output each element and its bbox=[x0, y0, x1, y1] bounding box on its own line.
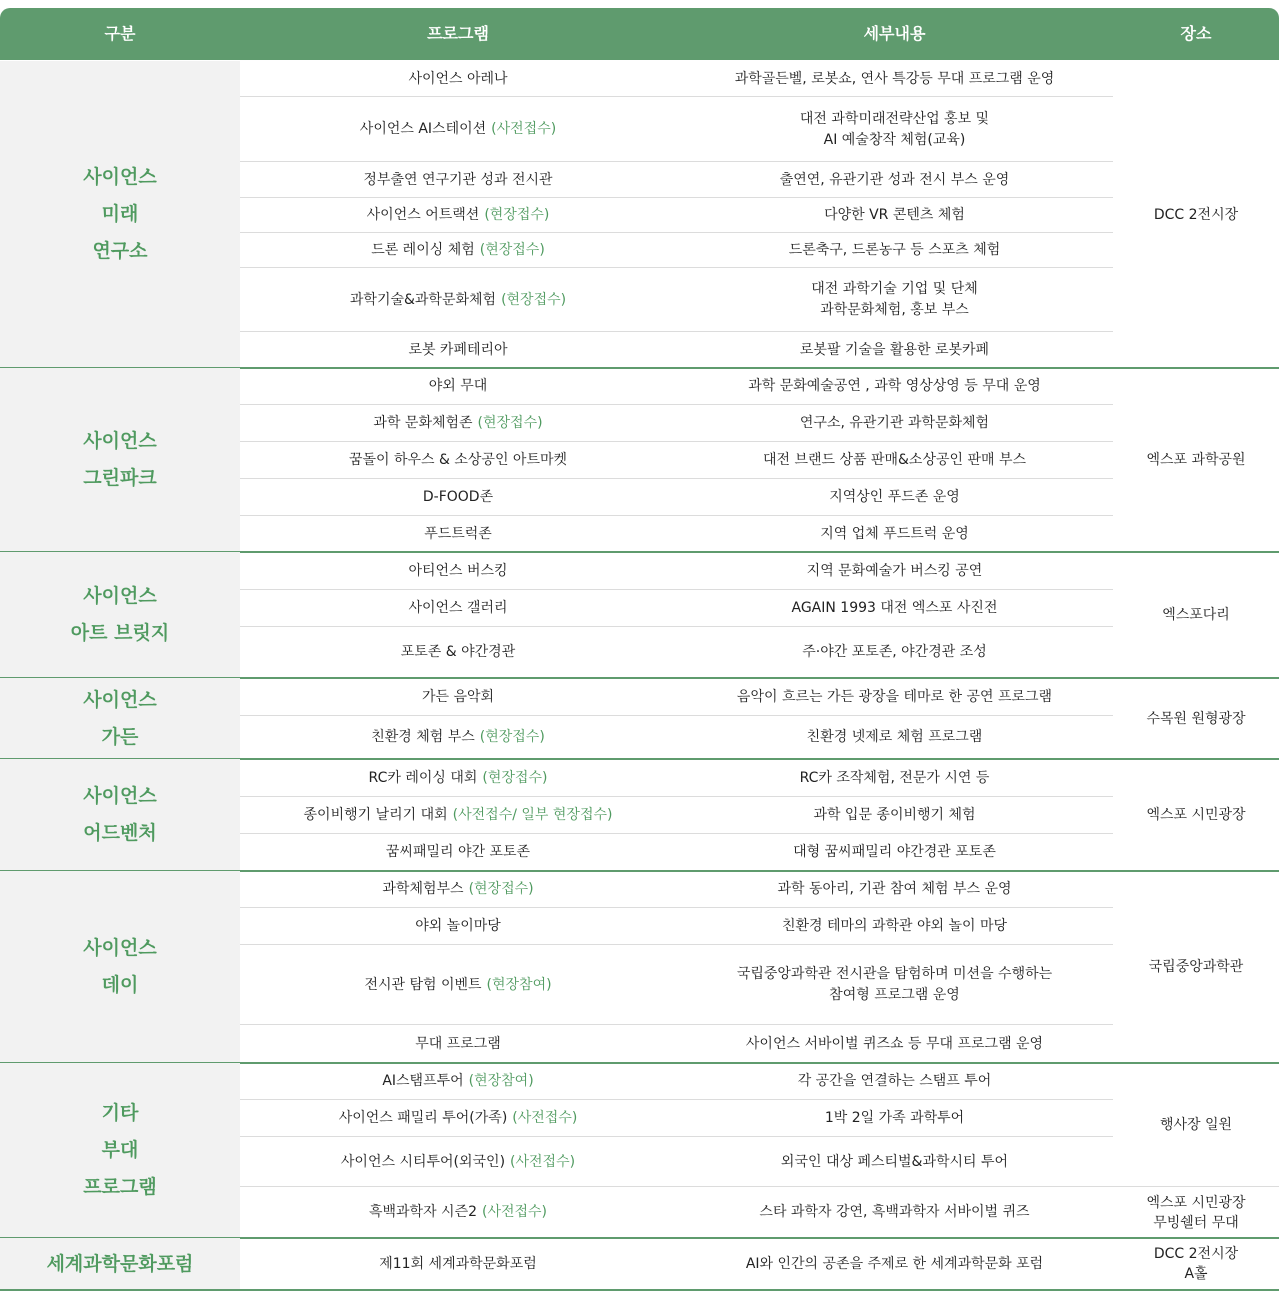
category-cell bbox=[0, 871, 240, 1063]
program-name: 야외 무대 bbox=[428, 378, 488, 394]
program-cell bbox=[240, 233, 676, 268]
program-cell bbox=[240, 368, 676, 405]
program-cell bbox=[240, 590, 676, 627]
program-cell bbox=[240, 871, 676, 908]
detail-cell bbox=[676, 797, 1113, 834]
detail-text: 외국인 대상 페스티벌&과학시티 투어 bbox=[780, 1153, 1009, 1170]
registration-tag: (현장참여) bbox=[486, 976, 552, 993]
detail-text: 드론축구, 드론농구 등 스포츠 체험 bbox=[788, 242, 1001, 258]
detail-cell bbox=[676, 1238, 1113, 1290]
detail-cell bbox=[676, 368, 1113, 405]
detail-text: 다양한 VR 콘텐츠 체험 bbox=[824, 207, 965, 223]
location-cell: 행사장 일원 bbox=[1159, 1117, 1233, 1133]
detail-cell bbox=[676, 442, 1113, 479]
detail-cell bbox=[676, 162, 1113, 198]
category-cell bbox=[0, 1238, 240, 1290]
detail-cell bbox=[676, 759, 1113, 797]
group-divider bbox=[0, 1289, 1279, 1291]
category-label: 사이언스 가든 bbox=[83, 688, 157, 748]
program-cell bbox=[240, 834, 676, 871]
program-name: 포토존 & 야간경관 bbox=[400, 644, 516, 660]
registration-tag: (현장접수) bbox=[479, 242, 545, 258]
program-name: 사이언스 갤러리 bbox=[408, 600, 508, 616]
detail-text: 과학골든벨, 로봇쇼, 연사 특강등 무대 프로그램 운영 bbox=[734, 70, 1055, 87]
detail-text: AI와 인간의 공존을 주제로 한 세계과학문화 포럼 bbox=[745, 1255, 1044, 1272]
detail-cell bbox=[676, 1025, 1113, 1063]
detail-cell bbox=[676, 871, 1113, 908]
detail-text: RC카 조작체험, 전문가 시연 등 bbox=[799, 769, 990, 786]
location-cell: 엑스포 과학공원 bbox=[1146, 452, 1246, 468]
program-name: 흑백과학자 시즌2 bbox=[368, 1204, 477, 1220]
detail-text: 지역상인 푸드존 운영 bbox=[829, 489, 960, 505]
program-cell bbox=[240, 678, 676, 716]
program-cell bbox=[240, 97, 676, 162]
detail-cell bbox=[676, 1137, 1113, 1187]
program-name: 사이언스 패밀리 투어(가족) bbox=[338, 1110, 508, 1126]
program-name: 과학기술&과학문화체험 bbox=[349, 291, 497, 308]
category-cell bbox=[0, 678, 240, 759]
category-label: 세계과학문화포럼 bbox=[46, 1252, 194, 1275]
program-cell bbox=[240, 162, 676, 198]
detail-text: 친환경 넷제로 체험 프로그램 bbox=[806, 729, 983, 745]
program-name: 꿈돌이 하우스 & 소상공인 아트마켓 bbox=[348, 452, 568, 468]
detail-cell bbox=[676, 198, 1113, 233]
detail-text: 과학 입문 종이비행기 체험 bbox=[813, 807, 976, 823]
program-name: 사이언스 시티투어(외국인) bbox=[340, 1153, 506, 1170]
program-name: 과학 문화체험존 bbox=[373, 415, 473, 431]
detail-text: 로봇팔 기술을 활용한 로봇카페 bbox=[799, 341, 990, 358]
category-label: 사이언스 어드벤처 bbox=[83, 785, 157, 844]
detail-cell bbox=[676, 268, 1113, 332]
program-cell bbox=[240, 516, 676, 552]
program-name: 사이언스 어트랙션 bbox=[366, 207, 480, 223]
registration-tag: (현장접수) bbox=[482, 769, 548, 786]
header-location: 장소 bbox=[1180, 24, 1212, 43]
program-name: 전시관 탐험 이벤트 bbox=[364, 976, 482, 993]
detail-text: 1박 2일 가족 과학투어 bbox=[824, 1110, 965, 1126]
location-cell: DCC 2전시장 bbox=[1153, 206, 1239, 223]
program-name: 과학체험부스 bbox=[382, 881, 464, 897]
program-cell bbox=[240, 332, 676, 368]
program-name: 정부출연 연구기관 성과 전시관 bbox=[363, 171, 553, 188]
header-category: 구분 bbox=[104, 24, 136, 43]
program-name: 드론 레이싱 체험 bbox=[371, 242, 475, 258]
program-cell bbox=[240, 1137, 676, 1187]
detail-text: 주·야간 포토존, 야간경관 조성 bbox=[802, 644, 987, 660]
registration-tag: (현장접수) bbox=[479, 729, 545, 745]
program-cell bbox=[240, 1187, 676, 1238]
registration-tag: (현장참여) bbox=[468, 1073, 534, 1089]
detail-text: 대전 과학기술 기업 및 단체 과학문화체험, 홍보 부스 bbox=[811, 281, 978, 318]
detail-cell bbox=[676, 678, 1113, 716]
detail-cell bbox=[676, 516, 1113, 552]
registration-tag: (현장접수) bbox=[468, 881, 534, 897]
location-cell: DCC 2전시장 A홀 bbox=[1153, 1246, 1239, 1282]
program-cell bbox=[240, 716, 676, 759]
program-cell bbox=[240, 797, 676, 834]
detail-text: 각 공간을 연결하는 스탬프 투어 bbox=[797, 1073, 992, 1089]
program-cell bbox=[240, 1100, 676, 1137]
location-cell: 엑스포 시민광장 bbox=[1146, 807, 1246, 823]
detail-text: 과학 문화예술공연 , 과학 영상상영 등 무대 운영 bbox=[748, 378, 1041, 394]
program-name: AI스탬프투어 bbox=[382, 1073, 464, 1089]
detail-cell bbox=[676, 834, 1113, 871]
category-label: 기타 부대 프로그램 bbox=[83, 1102, 157, 1198]
detail-cell bbox=[676, 908, 1113, 945]
program-cell bbox=[240, 945, 676, 1025]
registration-tag: (사전접수) bbox=[512, 1110, 578, 1126]
detail-text: AGAIN 1993 대전 엑스포 사진전 bbox=[791, 600, 998, 616]
category-cell bbox=[0, 759, 240, 871]
program-name: 가든 음악회 bbox=[421, 688, 495, 705]
registration-tag: (사전접수) bbox=[491, 121, 557, 137]
category-label: 사이언스 미래 연구소 bbox=[83, 166, 157, 262]
detail-cell bbox=[676, 405, 1113, 442]
registration-tag: (현장접수) bbox=[501, 291, 567, 308]
detail-cell bbox=[676, 61, 1113, 97]
detail-text: 대전 브랜드 상품 판매&소상공인 판매 부스 bbox=[762, 452, 1027, 468]
header-program: 프로그램 bbox=[427, 24, 489, 43]
program-cell bbox=[240, 61, 676, 97]
program-name: 아티언스 버스킹 bbox=[408, 562, 508, 579]
detail-cell bbox=[676, 1100, 1113, 1137]
detail-text: 사이언스 서바이벌 퀴즈쇼 등 무대 프로그램 운영 bbox=[745, 1035, 1044, 1052]
program-name: 무대 프로그램 bbox=[415, 1035, 501, 1052]
detail-cell bbox=[676, 332, 1113, 368]
registration-tag: (사전접수) bbox=[510, 1153, 576, 1170]
detail-cell bbox=[676, 627, 1113, 678]
location-cell: 엑스포다리 bbox=[1162, 607, 1230, 623]
program-cell bbox=[240, 759, 676, 797]
program-name: 꿈씨패밀리 야간 포토존 bbox=[385, 844, 531, 860]
location-cell: 수목원 원형광장 bbox=[1146, 710, 1246, 727]
detail-text: 지역 업체 푸드트럭 운영 bbox=[820, 525, 969, 542]
detail-cell bbox=[676, 716, 1113, 759]
program-cell bbox=[240, 1025, 676, 1063]
program-name: 로봇 카페테리아 bbox=[408, 341, 508, 358]
location-cell: 엑스포 시민광장 무빙쉘터 무대 bbox=[1146, 1194, 1246, 1231]
program-cell bbox=[240, 268, 676, 332]
program-name: 사이언스 아레나 bbox=[408, 70, 508, 87]
program-cell bbox=[240, 627, 676, 678]
registration-tag: (현장접수) bbox=[477, 415, 543, 431]
registration-tag: (현장접수) bbox=[484, 207, 550, 223]
detail-cell bbox=[676, 1187, 1113, 1238]
detail-text: 음악이 흐르는 가든 광장을 테마로 한 공연 프로그램 bbox=[736, 688, 1053, 705]
category-cell bbox=[0, 1063, 240, 1238]
header-detail: 세부내용 bbox=[863, 24, 926, 43]
detail-cell bbox=[676, 552, 1113, 590]
program-name: 친환경 체험 부스 bbox=[371, 729, 475, 745]
program-name: 사이언스 AI스테이션 bbox=[359, 121, 487, 137]
program-name: 푸드트럭존 bbox=[424, 525, 492, 542]
detail-text: 스타 과학자 강연, 흑백과학자 서바이벌 퀴즈 bbox=[759, 1204, 1030, 1220]
detail-text: 과학 동아리, 기관 참여 체험 부스 운영 bbox=[777, 881, 1012, 897]
detail-cell bbox=[676, 1063, 1113, 1100]
program-name: D-FOOD존 bbox=[422, 489, 494, 505]
detail-text: 지역 문화예술가 버스킹 공연 bbox=[806, 562, 983, 579]
detail-cell bbox=[676, 590, 1113, 627]
program-name: 야외 놀이마당 bbox=[415, 918, 501, 934]
detail-cell bbox=[676, 479, 1113, 516]
registration-tag: (사전접수) bbox=[482, 1204, 548, 1220]
program-cell bbox=[240, 479, 676, 516]
detail-text: 연구소, 유관기관 과학문화체험 bbox=[799, 415, 990, 431]
program-cell bbox=[240, 552, 676, 590]
program-cell bbox=[240, 908, 676, 945]
registration-tag: (사전접수/ 일부 현장접수) bbox=[452, 807, 613, 823]
category-cell bbox=[0, 368, 240, 552]
detail-text: 출연연, 유관기관 성과 전시 부스 운영 bbox=[779, 171, 1010, 188]
program-cell bbox=[240, 1238, 676, 1290]
program-cell bbox=[240, 442, 676, 479]
program-name: 종이비행기 날리기 대회 bbox=[303, 807, 448, 823]
category-cell bbox=[0, 552, 240, 678]
category-label: 사이언스 아트 브릿지 bbox=[70, 585, 170, 644]
detail-cell bbox=[676, 945, 1113, 1025]
detail-text: 대전 과학미래전략산업 홍보 및 AI 예술창작 체험(교육) bbox=[799, 110, 990, 148]
detail-cell bbox=[676, 233, 1113, 268]
program-name: RC카 레이싱 대회 bbox=[368, 769, 478, 786]
category-label: 사이언스 그린파크 bbox=[83, 430, 157, 489]
program-cell bbox=[240, 1063, 676, 1100]
detail-cell bbox=[676, 97, 1113, 162]
detail-text: 친환경 테마의 과학관 야외 놀이 마당 bbox=[781, 918, 1008, 934]
category-cell bbox=[0, 61, 240, 368]
program-name: 제11회 세계과학문화포럼 bbox=[379, 1255, 537, 1272]
program-cell bbox=[240, 405, 676, 442]
detail-text: 대형 꿈씨패밀리 야간경관 포토존 bbox=[793, 844, 996, 860]
program-cell bbox=[240, 198, 676, 233]
location-cell: 국립중앙과학관 bbox=[1148, 959, 1244, 975]
category-label: 사이언스 데이 bbox=[83, 937, 157, 996]
detail-text: 국립중앙과학관 전시관을 탐험하며 미션을 수행하는 참여형 프로그램 운영 bbox=[736, 966, 1053, 1003]
